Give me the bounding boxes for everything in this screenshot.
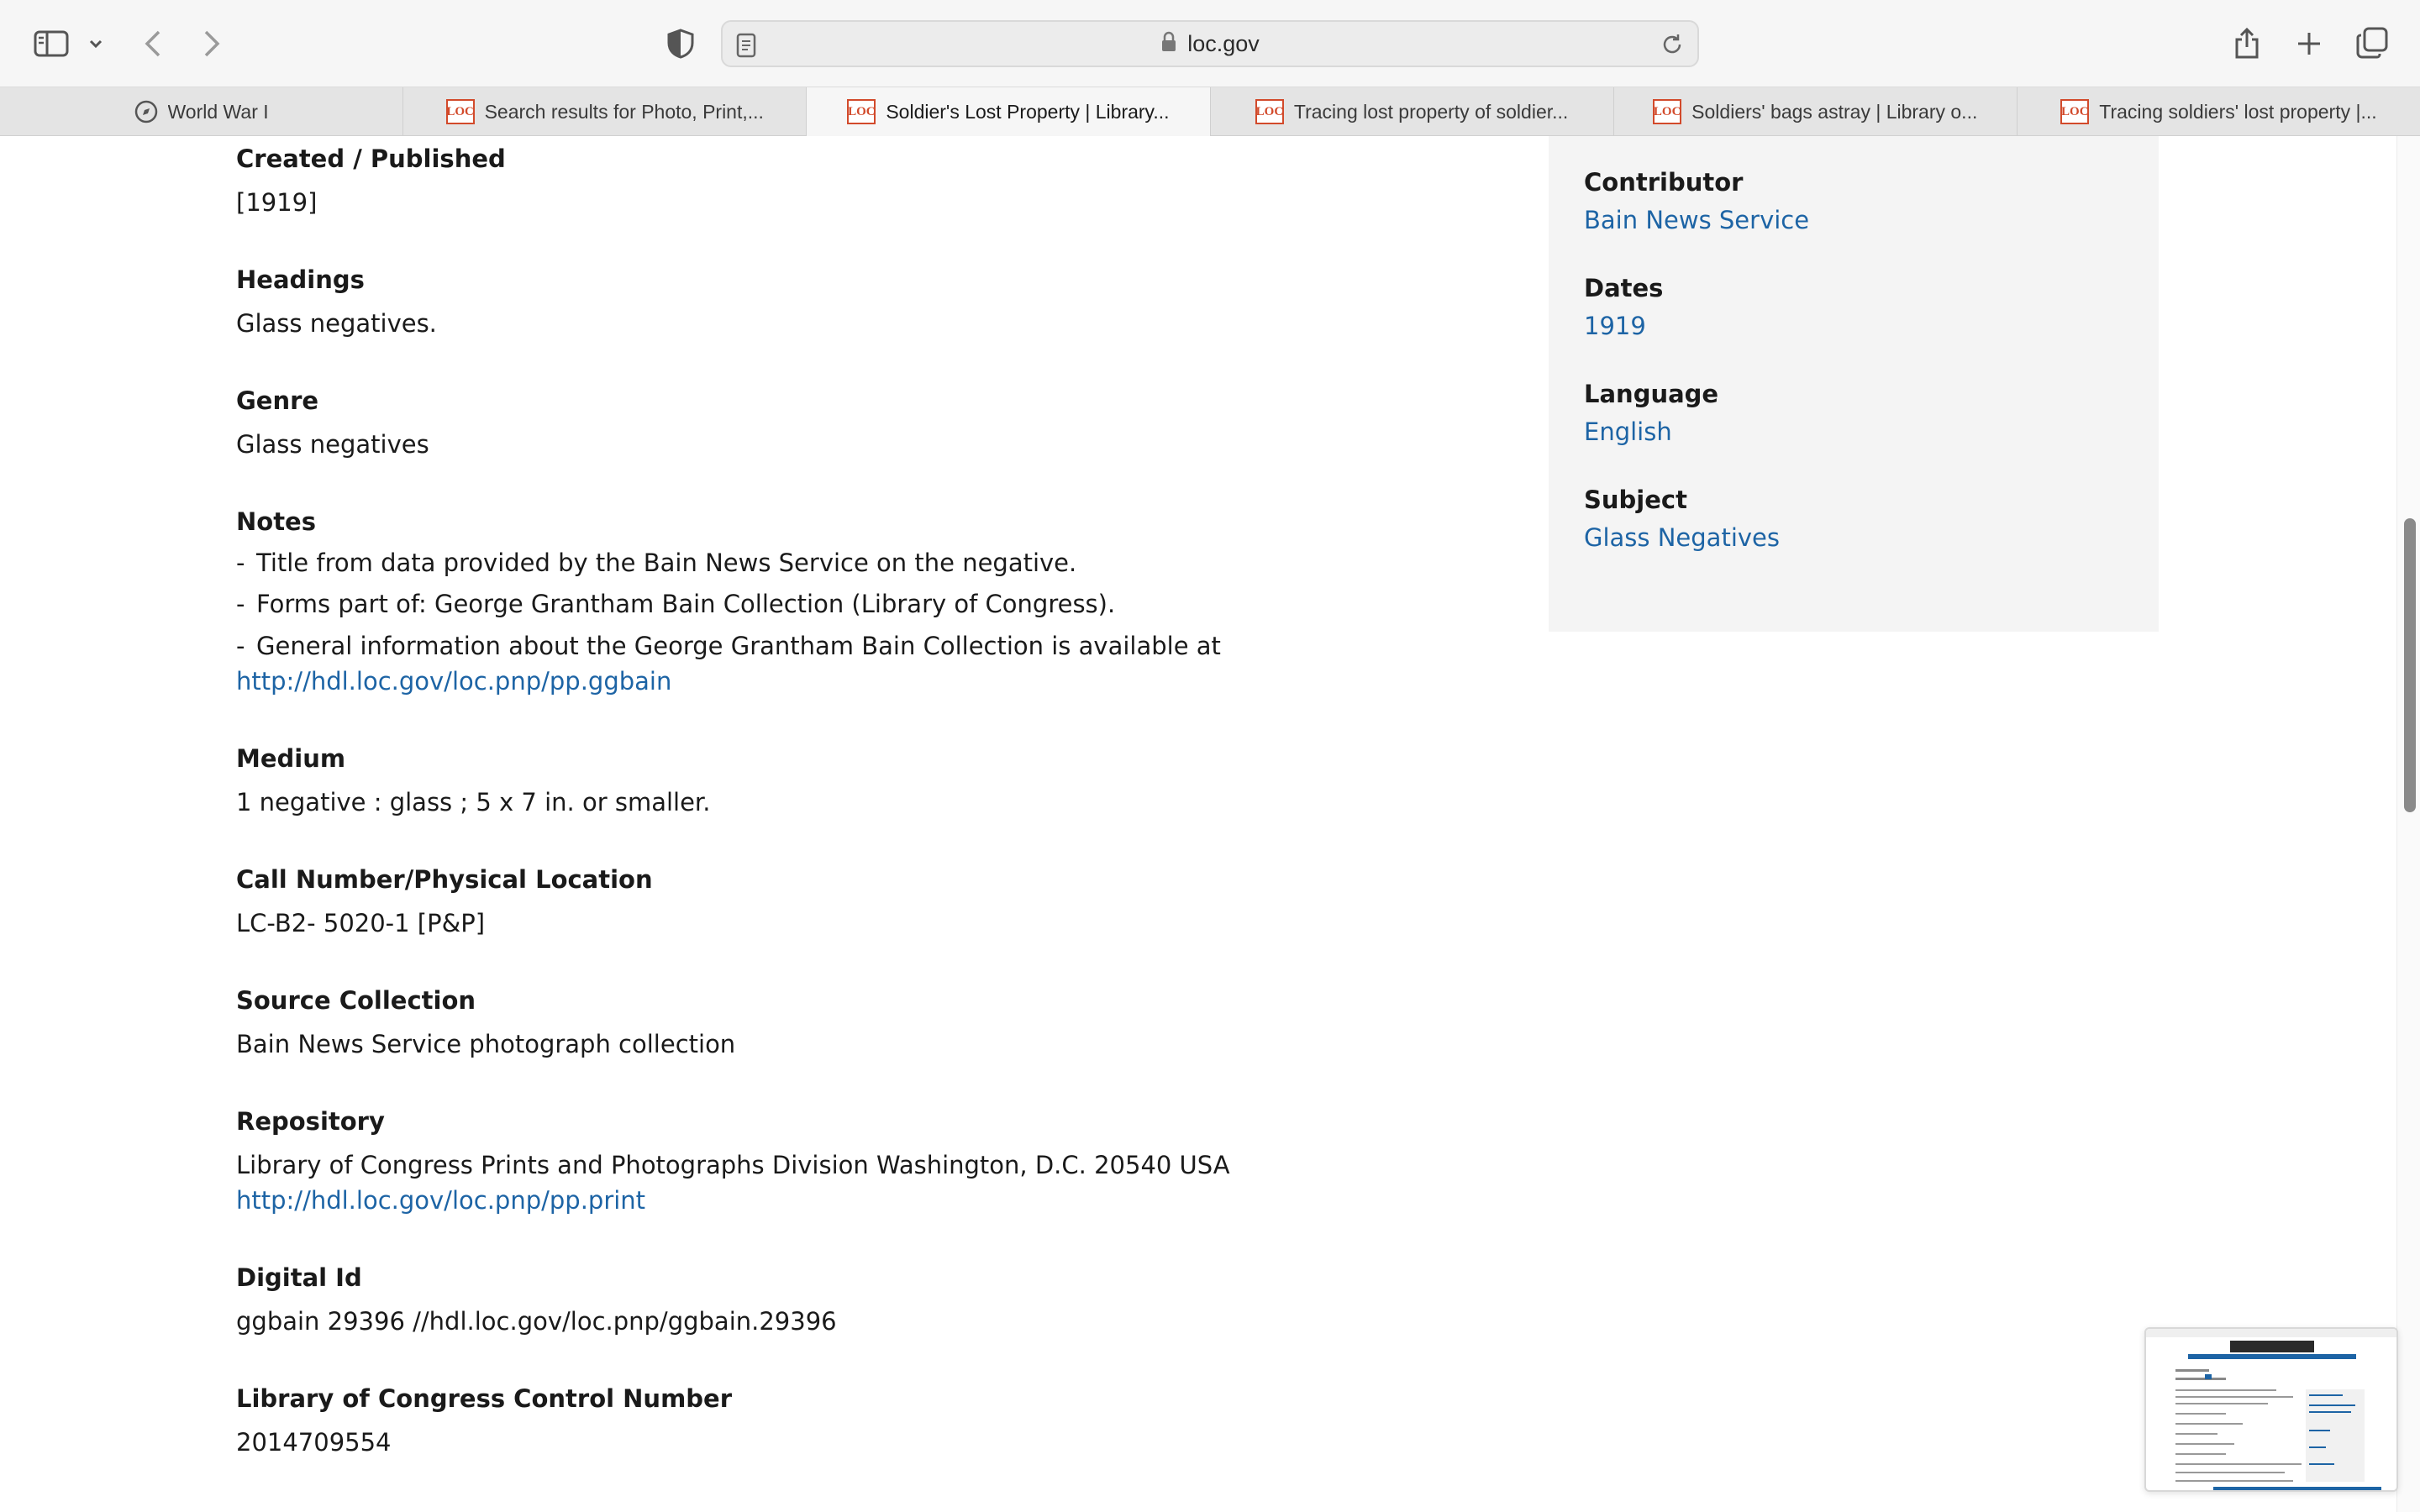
page-preview-image <box>2146 1329 2396 1490</box>
chevron-down-icon[interactable] <box>86 32 106 55</box>
language-link[interactable]: English <box>1584 417 1672 446</box>
new-tab-plus-icon[interactable] <box>2292 27 2326 60</box>
field-label: Medium <box>236 744 346 773</box>
tab-label: Search results for Photo, Print,... <box>484 100 764 123</box>
field-value: Glass negatives <box>236 430 429 459</box>
field-value: Bain News Service photograph collection <box>236 1030 736 1058</box>
note-dash: - <box>236 549 245 577</box>
page-preview-thumbnail[interactable] <box>2144 1327 2398 1492</box>
note-dash: - <box>236 590 245 618</box>
field-value: [1919] <box>236 188 318 217</box>
field-notes <box>236 504 1497 699</box>
field-value: 1 negative : glass ; 5 x 7 in. or smaller. <box>236 788 711 816</box>
field-created-published <box>236 141 1497 220</box>
tab-label: Tracing lost property of soldier... <box>1293 100 1569 123</box>
browser-toolbar <box>0 0 2420 87</box>
field-label: Call Number/Physical Location <box>236 865 653 894</box>
note-item <box>236 628 1497 664</box>
tab-label: Soldier's Lost Property | Library... <box>886 100 1170 123</box>
sidebar-dates <box>1584 270 2159 346</box>
address-bar[interactable] <box>721 20 1699 67</box>
tab-soldiers-bags-astray[interactable] <box>1614 87 2018 136</box>
field-label: Notes <box>236 507 316 536</box>
contributor-link[interactable]: Bain News Service <box>1584 206 1810 234</box>
record-sidebar <box>1549 136 2159 632</box>
field-repository <box>236 1104 1497 1218</box>
dates-link[interactable]: 1919 <box>1584 312 1646 340</box>
privacy-shield-icon[interactable] <box>664 25 697 62</box>
scrollbar-thumb[interactable] <box>2404 518 2416 812</box>
sidebar-subject <box>1584 482 2159 558</box>
field-medium <box>236 741 1497 820</box>
field-label: Created / Published <box>236 144 506 173</box>
ggbain-collection-link[interactable]: http://hdl.loc.gov/loc.pnp/pp.ggbain <box>236 667 672 696</box>
sidebar-label: Language <box>1584 380 1719 408</box>
sidebar-label: Subject <box>1584 486 1687 514</box>
field-value: Glass negatives. <box>236 309 437 338</box>
note-text: General information about the George Grantham Bain Collection is available at <box>256 632 1221 660</box>
loc-icon: LOC <box>1255 99 1284 124</box>
sidebar-label: Dates <box>1584 274 1664 302</box>
compass-icon <box>134 100 158 123</box>
field-label: Genre <box>236 386 319 415</box>
field-label: Source Collection <box>236 986 476 1015</box>
field-label: Digital Id <box>236 1263 362 1292</box>
forward-arrow-icon[interactable] <box>197 25 227 62</box>
field-source-collection <box>236 983 1497 1062</box>
pp-print-link[interactable]: http://hdl.loc.gov/loc.pnp/pp.print <box>236 1186 646 1215</box>
tab-soldiers-lost-property[interactable] <box>807 87 1210 136</box>
sidebar-language <box>1584 376 2159 452</box>
loc-icon: LOC <box>847 99 876 124</box>
sidebar-toggle-icon[interactable] <box>32 27 71 60</box>
field-label: Headings <box>236 265 365 294</box>
record-details <box>236 136 1497 1460</box>
note-item <box>236 584 1497 625</box>
field-label: Library of Congress Control Number <box>236 1384 733 1413</box>
loc-icon: LOC <box>1653 99 1681 124</box>
tab-tracing-soldiers-lost-property[interactable] <box>2018 87 2420 136</box>
note-text: Title from data provided by the Bain News Service on the negative. <box>256 549 1077 577</box>
note-dash: - <box>236 632 245 660</box>
vertical-scrollbar[interactable] <box>2396 136 2420 1512</box>
tab-label: World War I <box>167 100 269 123</box>
note-text: Forms part of: George Grantham Bain Collection (Library of Congress). <box>256 590 1116 618</box>
note-item <box>236 543 1497 584</box>
field-value: Library of Congress Prints and Photographs Division Washington, D.C. 20540 USA <box>236 1151 1230 1179</box>
reload-icon[interactable] <box>1660 33 1684 60</box>
share-icon[interactable] <box>2230 24 2264 62</box>
tab-overview-icon[interactable] <box>2354 25 2390 60</box>
loc-icon: LOC <box>2060 99 2089 124</box>
page-content <box>0 136 2420 1512</box>
field-genre <box>236 383 1497 462</box>
tab-label: Soldiers' bags astray | Library o... <box>1691 100 1978 123</box>
loc-icon: LOC <box>446 99 475 124</box>
lock-icon <box>1160 31 1177 57</box>
url-text: loc.gov <box>1187 30 1260 56</box>
tab-world-war-i[interactable] <box>0 87 403 136</box>
field-digital-id <box>236 1260 1497 1339</box>
tab-bar <box>0 87 2420 136</box>
field-headings <box>236 262 1497 341</box>
tab-tracing-lost-property[interactable] <box>1211 87 1614 136</box>
reader-page-icon[interactable] <box>736 33 756 62</box>
sidebar-contributor <box>1584 165 2159 240</box>
field-value: ggbain 29396 //hdl.loc.gov/loc.pnp/ggbain.29396 <box>236 1307 837 1336</box>
tab-search-results[interactable] <box>403 87 807 136</box>
field-lccn <box>236 1381 1497 1460</box>
field-value: LC-B2- 5020-1 [P&P] <box>236 909 486 937</box>
field-label: Repository <box>236 1107 385 1136</box>
field-call-number <box>236 862 1497 941</box>
sidebar-label: Contributor <box>1584 168 1744 197</box>
subject-link[interactable]: Glass Negatives <box>1584 523 1780 552</box>
field-value: 2014709554 <box>236 1428 392 1457</box>
tab-label: Tracing soldiers' lost property |... <box>2099 100 2377 123</box>
back-arrow-icon[interactable] <box>138 25 168 62</box>
